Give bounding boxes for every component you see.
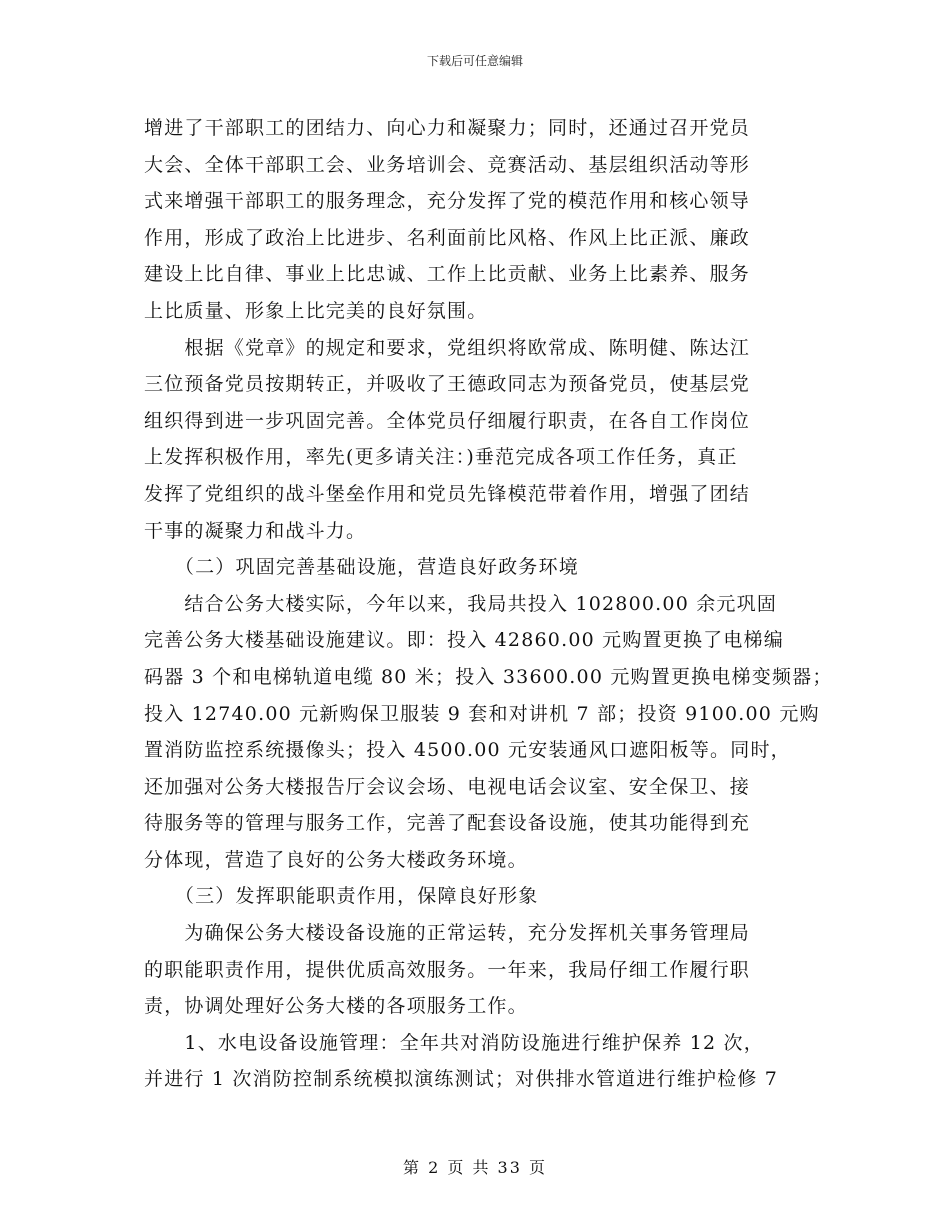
paragraph-line: 组织得到进一步巩固完善。全体党员仔细履行职责，在各自工作岗位 [144, 409, 751, 432]
paragraph-line: 结合公务大楼实际，今年以来，我局共投入 102800.00 余元巩固 [144, 592, 778, 615]
paragraph-line: 建设上比自律、事业上比忠诚、工作上比贡献、业务上比素养、服务 [144, 263, 751, 286]
page-header: 下载后可任意编辑 [426, 54, 523, 68]
paragraph-line: 为确保公务大楼设备设施的正常运转，充分发挥机关事务管理局 [144, 922, 751, 945]
paragraph-line: 还加强对公务大楼报告厅会议会场、电视电话会议室、安全保卫、接 [144, 775, 751, 798]
paragraph-line: 大会、全体干部职工会、业务培训会、竞赛活动、基层组织活动等形 [144, 153, 751, 176]
paragraph-line: 并进行 1 次消防控制系统模拟演练测试；对供排水管道进行维护检修 7 [144, 1068, 779, 1091]
paragraph-line: 作用，形成了政治上比进步、名利面前比风格、作风上比正派、廉政 [144, 226, 751, 249]
paragraph-line: 发挥了党组织的战斗堡垒作用和党员先锋模范带着作用，增强了团结 [144, 482, 751, 505]
paragraph-line: （二）巩固完善基础设施，营造良好政务环境 [144, 556, 579, 579]
paragraph-line: 增进了干部职工的团结力、向心力和凝聚力；同时，还通过召开党员 [144, 117, 751, 139]
paragraph-line: 分体现，营造了良好的公务大楼政务环境。 [144, 848, 528, 871]
page-footer: 第 2 页 共 33 页 [403, 1158, 547, 1177]
paragraph-line: 码器 3 个和电梯轨道电缆 80 米；投入 33600.00 元购置更换电梯变频器； [144, 665, 833, 688]
paragraph-line: 根据《党章》的规定和要求，党组织将欧常成、陈明健、陈达江 [144, 336, 751, 359]
paragraph-line: （三）发挥职能职责作用，保障良好形象 [144, 885, 539, 908]
document-body [144, 110, 833, 1098]
paragraph-line: 上比质量、形象上比完美的良好氛围。 [144, 299, 488, 322]
paragraph-line: 待服务等的管理与服务工作，完善了配套设备设施，使其功能得到充 [144, 812, 751, 835]
paragraph-line: 责，协调处理好公务大楼的各项服务工作。 [144, 995, 528, 1018]
paragraph-line: 的职能职责作用，提供优质高效服务。一年来，我局仔细工作履行职 [144, 958, 751, 981]
paragraph-line: 干事的凝聚力和战斗力。 [144, 519, 367, 542]
paragraph-line: 式来增强干部职工的服务理念，充分发挥了党的模范作用和核心领导 [144, 190, 751, 213]
paragraph-line: 置消防监控系统摄像头；投入 4500.00 元安装通风口遮阳板等。同时， [144, 739, 791, 762]
paragraph-line: 三位预备党员按期转正，并吸收了王德政同志为预备党员，使基层党 [144, 373, 751, 396]
paragraph-line: 上发挥积极作用，率先(更多请关注：)垂范完成各项工作任务，真正 [144, 446, 738, 469]
paragraph-line: 投入 12740.00 元新购保卫服装 9 套和对讲机 7 部；投资 9100.00 元购 [144, 702, 820, 725]
paragraph-line: 1、水电设备设施管理：全年共对消防设施进行维护保养 12 次， [144, 1031, 764, 1054]
paragraph-line: 完善公务大楼基础设施建议。即：投入 42860.00 元购置更换了电梯编 [144, 629, 784, 652]
